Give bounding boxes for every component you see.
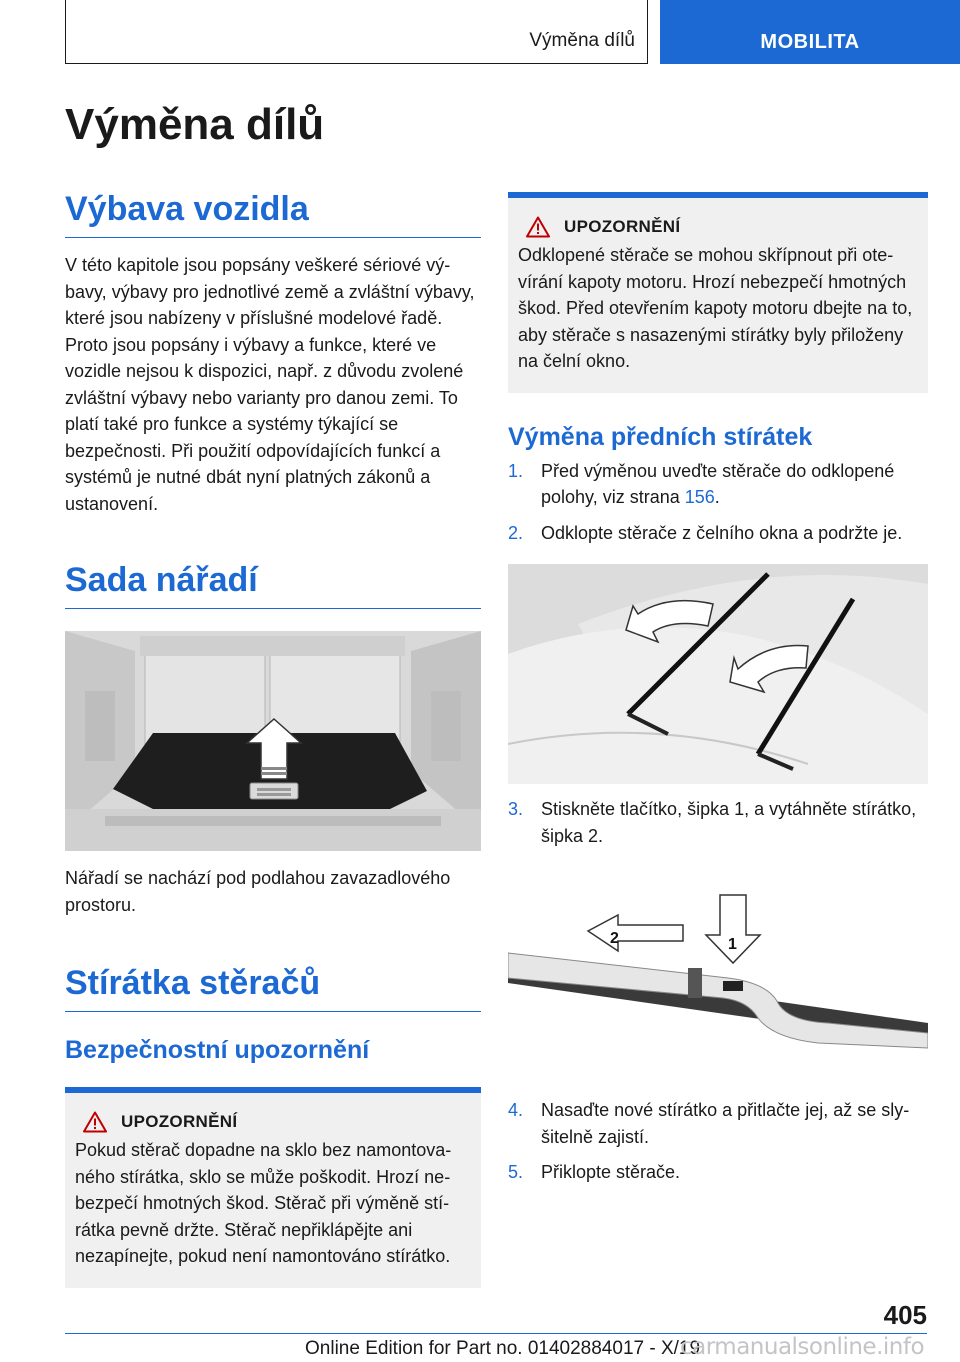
arrow-label-1: 1: [728, 936, 737, 953]
step-number: 3.: [508, 799, 524, 819]
vybava-text: V této kapitole jsou popsány veškeré sériové výbavy, výbavy pro jednotlivé země a zvláštní výbavy, které jsou nabízeny v příslušné modelové řadě. Proto jsou popsány i výbavy a funkce, které ve vozidle nejsou k dispozici, např. z důvodu zvolené zvláštní výbavy nebo varianty pro danou zemi. To platí také pro funkce a systémy týkající se bezpečnosti. Při použití odpovídajících funkcí a systémů je nutné dbát nyní platných zákonů a ustanovení.: [65, 255, 475, 514]
heading-stiratka: Stírátka stěračů: [65, 964, 481, 1012]
heading-sada: Sada nářadí: [65, 561, 481, 609]
heading-vybava: Výbava vozidla: [65, 190, 481, 238]
footer-edition: Online Edition for Part no. 01402884017 - X/19: [305, 1338, 701, 1359]
footer-watermark[interactable]: carmanualsonline.info: [680, 1334, 925, 1360]
trunk-image: [65, 631, 481, 851]
step-2: [508, 520, 928, 547]
step-text: Přiklopte stěrače.: [541, 1162, 681, 1182]
step-text: Před výměnou uveďte stěrače do odklopené polohy, viz strana 156.: [541, 460, 895, 507]
warning-text-right: Odklopené stěrače se mohou skřípnout při otevírání kapoty motoru. Hrozí nebezpečí hmotných škod. Před otevřením kapoty motoru dbejte na to, aby stěrače s nasazenými stírátky byly přiloženy na čelní okno.: [518, 245, 913, 371]
step-1: [508, 458, 928, 511]
steps-list-a: [508, 458, 928, 547]
sada-caption: Nářadí se nachází pod podlahou zavazadlového prostoru.: [65, 868, 451, 915]
left-column: [65, 190, 481, 1288]
subheading-bezpecnost: Bezpečnostní upozornění: [65, 1036, 370, 1064]
header-section-title: Výměna dílů: [529, 30, 635, 51]
step-text: Odklopte stěrače z čelního okna a podržte je.: [541, 522, 903, 543]
step-3: [508, 796, 928, 849]
page-number: 405: [883, 1300, 927, 1330]
steps-list-c: [508, 1097, 928, 1186]
steps-list-b: [508, 796, 928, 849]
step-5: [508, 1159, 928, 1186]
step-number: 4.: [508, 1100, 524, 1120]
header-frame: [65, 0, 648, 64]
step-text: Nasaďte nové stírátko a přitlačte jej, až se slyšitelně zajistí.: [541, 1100, 910, 1147]
windshield-wipers-image: [508, 564, 928, 784]
page-title: Výměna dílů: [65, 100, 325, 149]
header-tab-mobilita[interactable]: MOBILITA: [660, 0, 960, 64]
warning-text: Pokud stěrač dopadne na sklo bez namontovaného stírátka, sklo se může poškodit. Hrozí nebezpečí hmotných škod. Stěrač při výměně stírátka pevně držte. Stěrač nepřiklápějte ani nezapínejte, pokud není namontováno stírátko.: [75, 1140, 452, 1266]
page-link-156[interactable]: 156: [684, 487, 715, 507]
warning-head: [75, 1111, 471, 1133]
warning-title: UPOZORNĚNÍ: [121, 1112, 238, 1131]
arrow-label-2: 2: [610, 930, 619, 947]
step-text: Stiskněte tlačítko, šipka 1, a vytáhněte stírátko, šipka 2.: [541, 799, 917, 846]
warning-triangle-icon: [83, 1111, 107, 1133]
warning-box-left: [65, 1087, 481, 1288]
warning-box-right: [508, 192, 928, 393]
right-column: [508, 192, 928, 1186]
warning-head-right: [518, 216, 918, 238]
step-number: 5.: [508, 1162, 524, 1182]
warning-title-right: UPOZORNĚNÍ: [564, 217, 681, 236]
heading-predni: Výměna předních stírátek: [508, 422, 813, 451]
wiper-blade-detail-image: [508, 873, 928, 1073]
step-4: [508, 1097, 928, 1150]
step-number: 2.: [508, 522, 524, 543]
step-number: 1.: [508, 460, 524, 481]
warning-triangle-icon: [526, 216, 550, 238]
